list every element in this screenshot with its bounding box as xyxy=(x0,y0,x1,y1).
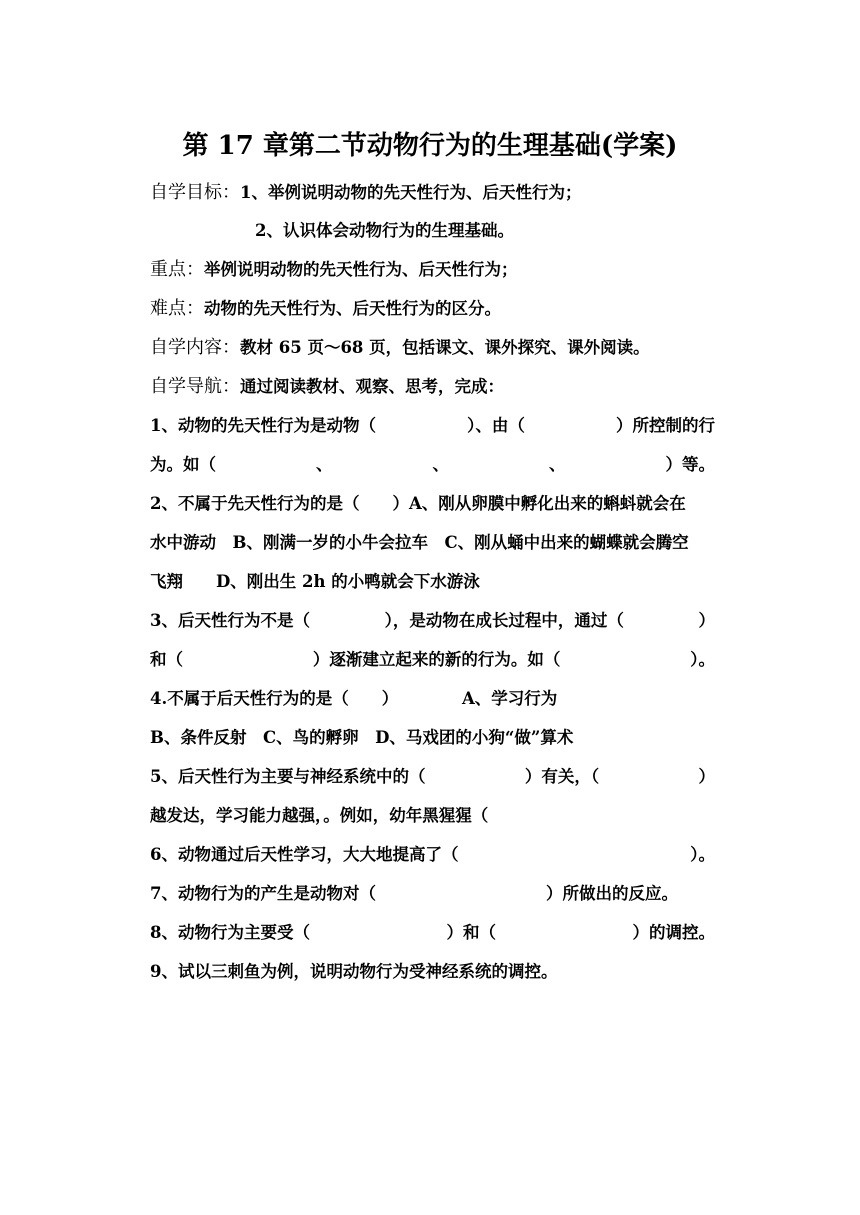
difficulty-line xyxy=(150,297,715,321)
q7-seg: ）所做出的反应。 xyxy=(545,884,678,903)
objective-item-2: 2、认识体会动物行为的生理基础。 xyxy=(255,221,514,240)
q8-seg: ）的调控。 xyxy=(632,923,715,942)
key-point-label: 重点： xyxy=(150,259,204,280)
question-1-line-1 xyxy=(150,414,715,438)
question-2-line-2: 水中游动 B、刚满一岁的小牛会拉车 C、刚从蛹中出来的蝴蝶就会腾空 xyxy=(150,533,689,552)
content-text: 教材 65 页～68 页，包括课文、课外探究、课外阅读。 xyxy=(240,338,650,357)
q3-seg: ）逐渐建立起来的新的行为。如（ xyxy=(312,650,561,669)
q7-seg: 7、动物行为的产生是动物对（ xyxy=(150,884,376,903)
q3-seg: 和（ xyxy=(150,650,183,669)
q5-seg: ）有关，（ xyxy=(524,767,600,786)
question-4-line-1: 4.不属于后天性行为的是（ ） xyxy=(150,689,399,708)
question-5-line-2: 越发达，学习能力越强，。例如，幼年黑猩猩（ xyxy=(150,806,489,825)
question-8 xyxy=(150,921,715,945)
page-title: 第 17 章第二节动物行为的生理基础(学案) xyxy=(182,131,678,161)
question-2-line-3: 飞翔 D、刚出生 2h 的小鸭就会下水游泳 xyxy=(150,572,480,591)
q8-seg: 8、动物行为主要受（ xyxy=(150,923,310,942)
q1-seg: 、 xyxy=(432,455,449,474)
question-3-line-2 xyxy=(150,648,715,672)
q1-seg: 1、动物的先天性行为是动物（ xyxy=(150,416,376,435)
q1-seg: 为。如（ xyxy=(150,455,216,474)
content-label: 自学内容： xyxy=(150,337,240,358)
q5-seg: 5、后天性行为主要与神经系统中的（ xyxy=(150,767,426,786)
difficulty-label: 难点： xyxy=(150,298,204,319)
question-4-option-a: A、学习行为 xyxy=(462,689,558,708)
question-9: 9、试以三刺鱼为例，说明动物行为受神经系统的调控。 xyxy=(150,962,558,981)
question-2-line-1: 2、不属于先天性行为的是（ ）A、刚从卵膜中孵化出来的蝌蚪就会在 xyxy=(150,494,686,513)
objectives-label: 自学目标： xyxy=(150,182,240,203)
question-7 xyxy=(150,882,715,906)
key-point-line xyxy=(150,258,715,282)
question-6 xyxy=(150,843,715,867)
q6-seg: ）。 xyxy=(690,845,715,864)
guide-text: 通过阅读教材、观察、思考，完成： xyxy=(240,377,504,396)
q1-seg: 、 xyxy=(549,455,566,474)
q3-seg: ） xyxy=(698,611,715,630)
q3-seg: 3、后天性行为不是（ xyxy=(150,611,310,630)
q3-seg: ）。 xyxy=(690,650,715,669)
q1-seg: 、 xyxy=(316,455,333,474)
difficulty-text: 动物的先天性行为、后天性行为的区分。 xyxy=(204,299,501,318)
q1-seg: ）、由（ xyxy=(467,416,525,435)
question-3-line-1 xyxy=(150,609,715,633)
q3-seg: ），是动物在成长过程中，通过（ xyxy=(384,611,624,630)
objectives-line-1 xyxy=(150,181,715,205)
q1-seg: ）所控制的行 xyxy=(615,416,715,435)
content-line xyxy=(150,336,715,360)
key-point-text: 举例说明动物的先天性行为、后天性行为； xyxy=(204,260,518,279)
question-1-line-2 xyxy=(150,453,715,477)
q1-seg: ）等。 xyxy=(665,455,715,474)
guide-line xyxy=(150,375,715,399)
q8-seg: ）和（ xyxy=(446,923,496,942)
question-5-line-1 xyxy=(150,765,715,789)
q6-seg: 6、动物通过后天性学习，大大地提高了（ xyxy=(150,845,459,864)
guide-label: 自学导航： xyxy=(150,376,240,397)
question-4-line-2: B、条件反射 C、鸟的孵卵 D、马戏团的小狗“做”算术 xyxy=(150,728,574,747)
q5-seg: ） xyxy=(698,767,715,786)
objective-item-1: 1、举例说明动物的先天性行为、后天性行为； xyxy=(240,183,582,202)
